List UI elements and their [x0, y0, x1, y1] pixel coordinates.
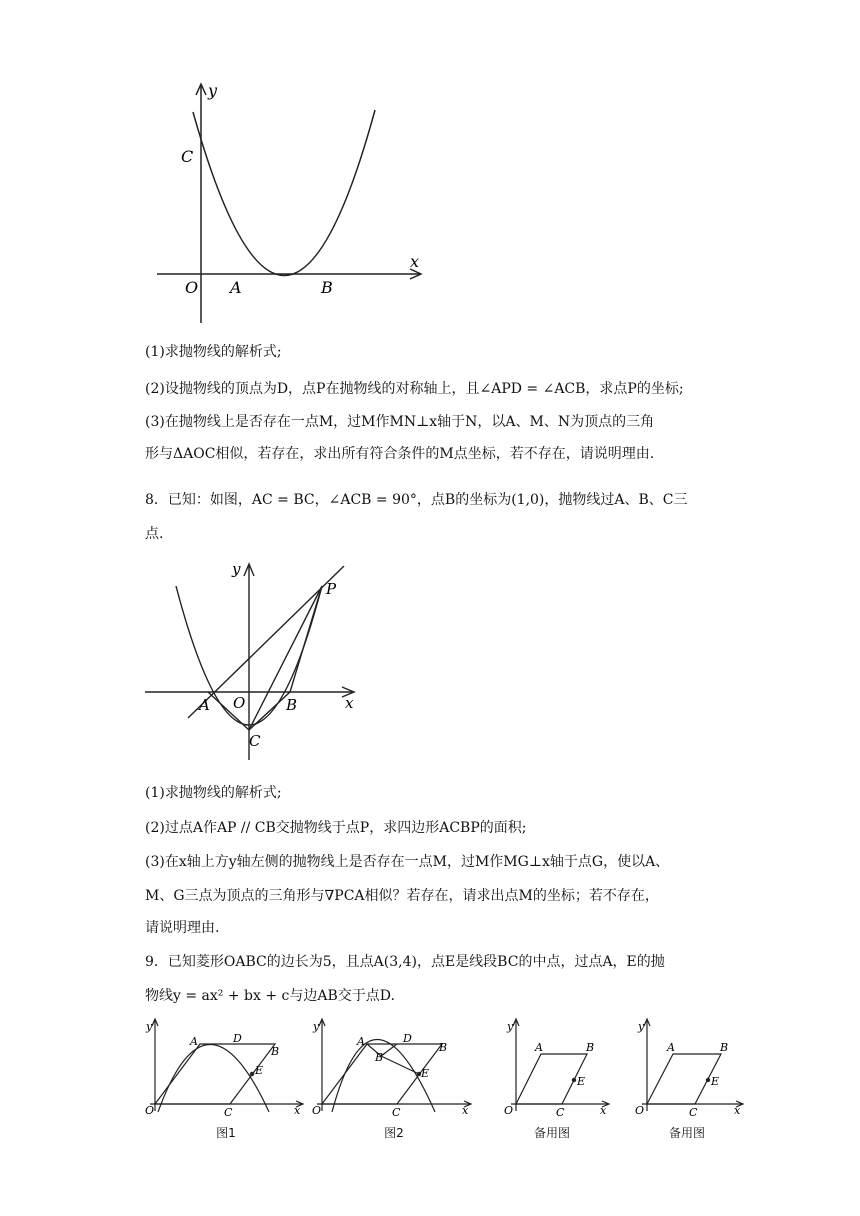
point-a-label: A — [667, 1041, 675, 1054]
x-axis-label: x — [600, 1104, 607, 1117]
q8-stem-line1: 8．已知：如图，AC = BC，∠ACB = 90°，点B的坐标为(1,0)，抛物线过A、B、C三 — [145, 492, 688, 508]
point-p-label: P — [326, 580, 337, 598]
point-a-label: A — [230, 278, 242, 297]
backup-figure-1-caption: 备用图 — [533, 1126, 570, 1140]
backup-figure-2-caption: 备用图 — [668, 1126, 705, 1140]
point-c-label: C — [224, 1106, 233, 1119]
q8-part3-line2: M、G三点为顶点的三角形与∇PCA相似？若存在，请求出点M的坐标；若不存在， — [145, 888, 659, 904]
y-axis-label: y — [507, 1020, 514, 1033]
q9-stem-line2: 物线y = ax² + bx + c与边AB交于点D. — [145, 988, 395, 1004]
point-e-label: E — [711, 1075, 720, 1088]
origin-label: O — [635, 1104, 645, 1117]
y-axis-label: y — [313, 1020, 320, 1033]
rhombus-backup-figure-2 — [630, 1015, 750, 1120]
x-axis-label: x — [345, 694, 354, 712]
point-e-label: E — [255, 1064, 264, 1077]
point-d-label: D — [403, 1032, 412, 1045]
x-axis-label: x — [294, 1104, 301, 1117]
y-axis-label: y — [146, 1020, 153, 1033]
q7-part3-line2: 形与ΔAOC相似，若存在，求出所有符合条件的M点坐标，若不存在，请说明理由. — [145, 446, 655, 462]
rhombus-figure-2 — [310, 1015, 475, 1120]
q8-part3-line1: (3)在x轴上方y轴左侧的抛物线上是否存在一点M，过M作MG⊥x轴于点G，使以A、 — [145, 854, 670, 870]
rhombus-backup-figure-1 — [495, 1015, 613, 1120]
point-b-label: B — [271, 1045, 280, 1058]
q7-part1: (1)求抛物线的解析式; — [145, 344, 282, 360]
q7-part3-line1: (3)在抛物线上是否存在一点M，过M作MN⊥x轴于N，以A、M、N为顶点的三角 — [145, 414, 655, 430]
point-a-label: A — [190, 1035, 198, 1048]
x-axis-label: x — [734, 1104, 741, 1117]
origin-label: O — [145, 1104, 155, 1117]
q8-stem-line2: 点. — [145, 526, 164, 542]
figure-1-caption: 图1 — [216, 1126, 236, 1140]
q9-stem-line1: 9．已知菱形OABC的边长为5，且点A(3,4)，点E是线段BC的中点，过点A，E的抛 — [145, 954, 665, 970]
parabola-figure-top — [150, 75, 430, 330]
point-e-dot — [572, 1078, 576, 1082]
x-axis-label: x — [462, 1104, 469, 1117]
q7-part2: (2)设抛物线的顶点为D，点P在抛物线的对称轴上，且∠APD = ∠ACB，求点P的坐标; — [145, 381, 684, 397]
y-axis-label: y — [232, 560, 241, 578]
q8-part3-line3: 请说明理由. — [145, 920, 220, 936]
x-axis-label: x — [410, 252, 420, 271]
segment-cb — [249, 692, 290, 730]
point-e-label: E — [421, 1067, 430, 1080]
point-e-label: E — [577, 1075, 586, 1088]
point-b-prime-label: B′ — [375, 1051, 386, 1064]
point-b-label: B — [439, 1041, 448, 1054]
origin-label: O — [312, 1104, 322, 1117]
figure-2-caption: 图2 — [384, 1126, 404, 1140]
q8-part1: (1)求抛物线的解析式; — [145, 785, 282, 801]
y-axis-label: y — [208, 81, 218, 100]
parabola-curve — [193, 110, 375, 276]
point-e-dot — [706, 1078, 710, 1082]
origin-label: O — [504, 1104, 514, 1117]
origin-label: O — [185, 278, 199, 297]
y-axis-label: y — [638, 1020, 645, 1033]
point-c-label: C — [392, 1106, 401, 1119]
point-c-label: C — [556, 1106, 565, 1119]
point-b-label: B — [286, 696, 298, 714]
rhombus-figure-1 — [142, 1015, 307, 1120]
point-b-label: B — [586, 1041, 595, 1054]
point-c-label: C — [181, 147, 194, 166]
point-e-dot — [250, 1072, 254, 1076]
point-c-label: C — [689, 1106, 698, 1119]
point-d-label: D — [233, 1032, 242, 1045]
point-b-label: B — [720, 1041, 729, 1054]
point-a-label: A — [199, 696, 210, 714]
point-a-label: A — [535, 1041, 543, 1054]
origin-label: O — [233, 694, 246, 712]
point-c-label: C — [249, 732, 261, 750]
q8-part2: (2)过点A作AP // CB交抛物线于点P，求四边形ACBP的面积; — [145, 820, 527, 836]
point-a-label: A — [357, 1035, 365, 1048]
point-b-label: B — [321, 278, 333, 297]
parabola-figure-q8 — [140, 555, 365, 765]
